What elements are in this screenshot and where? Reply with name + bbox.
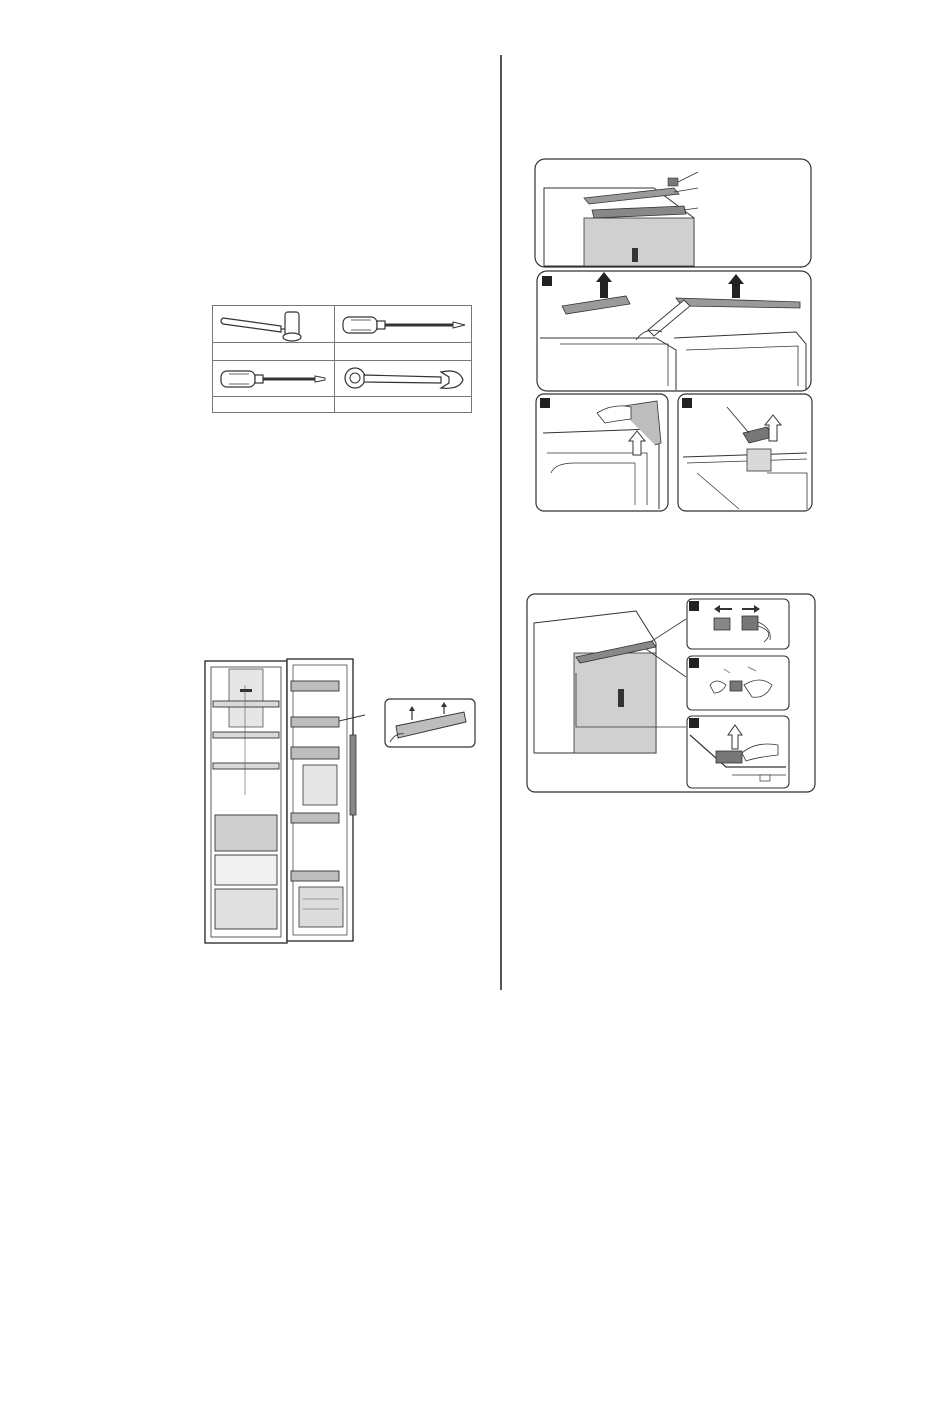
connector-panel <box>686 598 790 650</box>
hinge-lift-illustration <box>686 715 790 789</box>
phillips-screwdriver-icon <box>341 312 469 338</box>
left-cover-panel <box>535 393 669 512</box>
table-row-divider <box>213 396 471 397</box>
right-cover-lift-illustration <box>677 393 813 512</box>
connector-unplug-illustration <box>686 598 790 650</box>
top-cover-overview-illustration <box>534 158 812 268</box>
hinge-covers-lift-illustration <box>536 270 812 392</box>
wire-release-illustration <box>686 655 790 711</box>
column-divider <box>500 55 502 990</box>
right-cover-panel <box>677 393 813 512</box>
table-row-divider <box>213 360 471 361</box>
fridge-interior-figure <box>195 655 365 955</box>
top-cover-overview-panel <box>534 158 812 268</box>
flat-screwdriver-icon <box>219 366 329 392</box>
hinge-lift-panel <box>686 715 790 789</box>
left-cover-lift-illustration <box>535 393 669 512</box>
combination-wrench-icon <box>341 364 469 394</box>
socket-wrench-icon <box>219 310 329 342</box>
table-row-divider <box>213 342 471 343</box>
hinge-covers-panel <box>536 270 812 392</box>
open-refrigerator-illustration <box>195 655 365 955</box>
wire-release-panel <box>686 655 790 711</box>
tools-table <box>212 305 472 413</box>
door-bin-removal-illustration <box>384 698 476 748</box>
door-bin-callout-figure <box>384 698 476 748</box>
